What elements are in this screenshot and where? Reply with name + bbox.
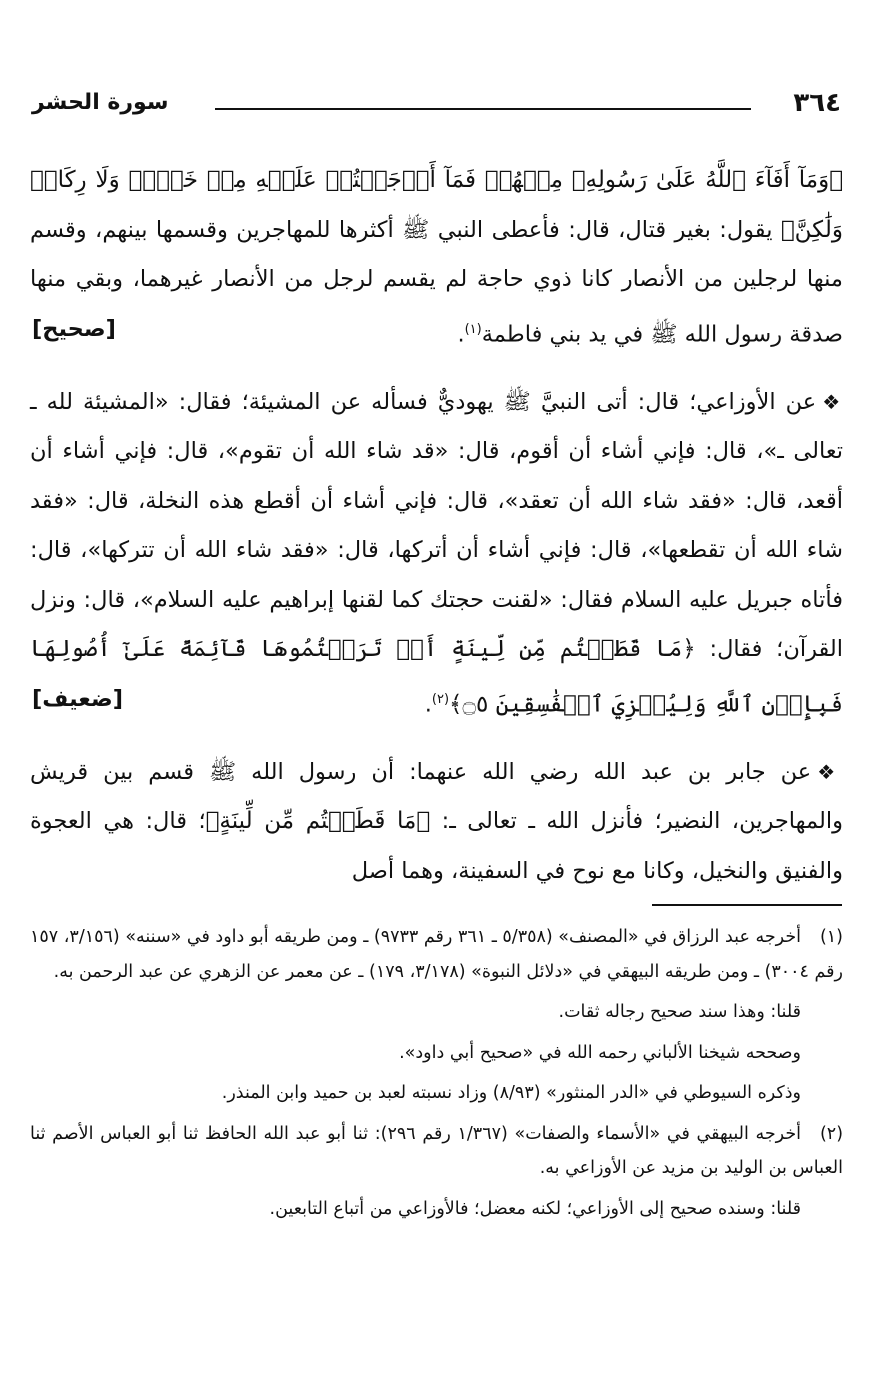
page-header [30,88,843,128]
footnote-line: وصححه شيخنا الألباني رحمه الله في «صحيح أبي داود». [399,1042,801,1063]
footnote-ref[interactable]: (١) [464,321,482,337]
quran-verse: ﴿وَمَآ أَفَآءَ ٱللَّهُ عَلَىٰ رَسُولِهِۦ مِنۡهُمۡ فَمَآ أَوۡجَفۡتُمۡ عَلَيۡهِ مِنۡ خَيۡلٖ وَلَا رِكَابٖ وَلَٰكِنَّ﴾ [30,167,843,243]
footnote-1 [30,920,843,1111]
footnote-text: أخرجه عبد الرزاق في «المصنف» (٥/٣٥٨ ـ ٣٦١ رقم ٩٧٣٣) ـ ومن طريقه أبو داود في «سننه» (٣/١٥٦، ١٥٧ رقم ٣٠٠٤) ـ ومن طريقه البيهقي في «دلائل النبوة» (٣/١٧٨، ١٧٩) ـ عن معمر عن الزهري عن عبد الرحمن به. [30,927,843,982]
footnote-2 [30,1117,843,1227]
hadith-grade: [صحيح] [32,315,116,342]
bullet-icon: ❖ [822,389,843,414]
footnote-text: أخرجه البيهقي في «الأسماء والصفات» (١/٣٦٧ رقم ٢٩٦): ثنا أبو عبد الله الحافظ ثنا أبو العباس الأصم ثنا العباس بن الوليد بن مزيد عن الأوزاعي به. [30,1123,843,1178]
footnote-number: (١) [819,927,843,947]
paragraph-text: ؛ قال: هي العجوة والفنيق والنخيل، وكانا مع نوح في السفينة، وهما أصل [30,808,843,884]
footnote-separator [652,904,842,906]
paragraph-3 [30,748,843,897]
main-text [30,156,843,896]
paragraph-text: عن الأوزاعي؛ قال: أتى النبيَّ ﷺ يهوديٌّ فسأله عن المشيئة؛ فقال: «المشيئة لله ـ تعالى ـ»، قال: فإني أشاء أن أقوم، قال: «قد شاء الله أن تقوم»، قال: فإني أشاء أن أقعد، قال: «فقد شاء الله أن تعقد»، قال: فإني أشاء أن أقطع هذه النخلة، قال: «فقد شاء الله أن تقطعها»، قال: فإني أشاء أن أتركها، قال: «فقد شاء الله أن تتركها»، قال: فأتاه جبريل عليه السلام فقال: «لقنت حجتك كما لقنها إبراهيم عليه السلام»، قال: ونزل القرآن؛ فقال: [30,388,843,662]
paragraph-1: ﴿وَمَآ أَفَآءَ ٱللَّهُ عَلَىٰ رَسُولِهِۦ مِنۡهُمۡ فَمَآ أَوۡجَفۡتُمۡ عَلَيۡهِ مِنۡ خَيۡلٖ وَلَا رِكَابٖ وَلَٰكِنَّ﴾ يقول: بغير قتال، قال: فأعطى النبي ﷺ أكثرها للمهاجرين وقسمها بينهم، وقسم منها لرجلين من الأنصار كانا ذوي حاجة لم يقسم لرجل من الأنصار غيرهما، وبقي منها صدقة رسول الله ﷺ في يد بني فاطمة$^{(١)}$. [صحيح] [30,156,843,360]
footnote-number: (٢) [819,1123,844,1144]
footnote-line: قلنا: وسنده صحيح إلى الأوزاعي؛ لكنه معضل؛ فالأوزاعي من أتباع التابعين. [269,1198,801,1219]
bullet-icon: ❖ [817,759,843,784]
header-rule [215,108,751,110]
quran-verse: ﴿مَا قَطَعۡتُم مِّن لِّينَةٍ أَوۡ تَرَكۡتُمُوهَا قَآئِمَةً عَلَىٰٓ أُصُولِهَا فَبِإِذۡنِ ٱللَّهِ وَلِيُخۡزِيَ ٱلۡفَٰسِقِينَ ۝٥﴾ [30,636,843,717]
footnotes [30,920,843,1226]
quran-verse: ﴿مَا قَطَعۡتُم مِّن لِّينَةٍ﴾ [205,808,431,834]
page-number: ٣٦٤ [793,88,841,118]
paragraph-text: عن جابر بن عبد الله رضي الله عنهما: أن رسول الله ﷺ قسم بين قريش والمهاجرين، النضير؛ فأنزل الله ـ تعالى ـ: [30,758,843,834]
footnote-line: قلنا: وهذا سند صحيح رجاله ثقات. [558,1002,801,1022]
footnote-ref[interactable]: (٢) [431,691,450,707]
paragraph-text: يقول: بغير قتال، قال: فأعطى النبي ﷺ أكثرها للمهاجرين وقسمها بينهم، وقسم منها لرجلين من الأنصار كانا ذوي حاجة لم يقسم لرجل من الأنصار غيرهما، وبقي منها صدقة رسول الله ﷺ في يد بني فاطمة [30,216,843,347]
paragraph-2: ❖عن الأوزاعي؛ قال: أتى النبيَّ ﷺ يهوديٌّ فسأله عن المشيئة؛ فقال: «المشيئة لله ـ تعالى ـ»، قال: فإني أشاء أن أقوم، قال: «قد شاء الله أن تقوم»، قال: فإني أشاء أن أقعد، قال: «فقد شاء الله أن تعقد»، قال: فإني أشاء أن أقطع هذه النخلة، قال: «فقد شاء الله أن تقطعها»، قال: فإني أشاء أن أتركها، قال: «فقد شاء الله أن تتركها»، قال: فأتاه جبريل عليه السلام فقال: «لقنت حجتك كما لقنها إبراهيم عليه السلام»، قال: ونزل القرآن؛ فقال: ﴿مَا قَطَعۡتُم مِّن لِّينَةٍ أَوۡ تَرَكۡتُمُوهَا قَآئِمَةً عَلَىٰٓ أُصُولِهَا فَبِإِذۡنِ ٱللَّهِ وَلِيُخۡزِيَ ٱلۡفَٰسِقِينَ ۝٥﴾$^{(٢)}$. [ضعيف] [30,378,843,730]
surah-name: سورة الحشر [32,90,169,115]
hadith-grade: [ضعيف] [32,685,123,712]
footnote-line: وذكره السيوطي في «الدر المنثور» (٨/٩٣) وزاد نسبته لعبد بن حميد وابن المنذر. [221,1083,801,1103]
